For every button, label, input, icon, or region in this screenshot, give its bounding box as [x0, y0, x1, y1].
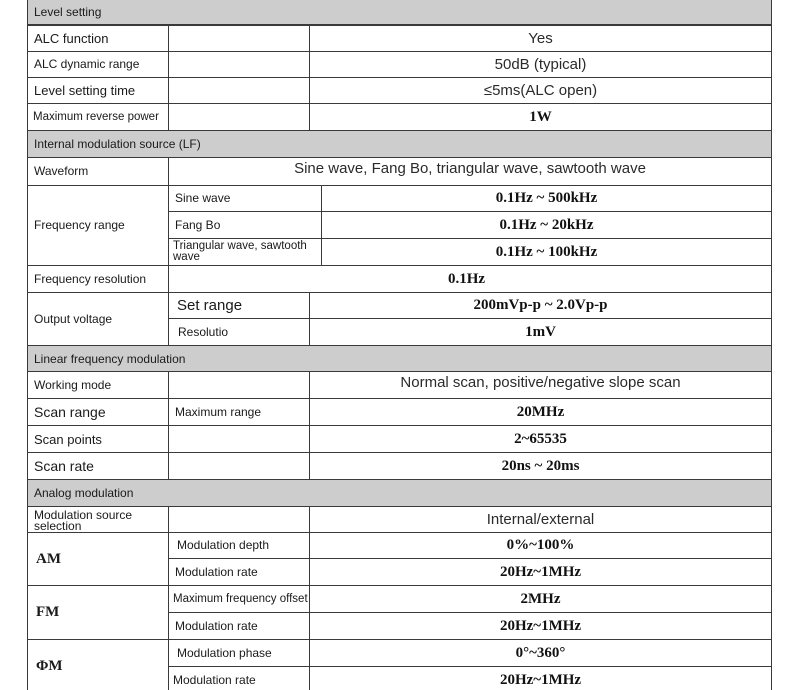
- value-sine-wave: 0.1Hz ~ 500kHz: [321, 185, 772, 212]
- section-title: Analog modulation: [34, 486, 134, 500]
- value-fang-bo: 0.1Hz ~ 20kHz: [321, 211, 772, 239]
- sub-sine-wave: Sine wave: [168, 185, 322, 212]
- sub-pm-rate: Modulation rate: [168, 666, 310, 690]
- label-frequency-resolution: Frequency resolution: [27, 265, 169, 293]
- row-waveform: [27, 157, 772, 186]
- section-title: Level setting: [34, 5, 102, 19]
- value-level-setting-time: ≤5ms(ALC open): [309, 77, 772, 104]
- spec-table: [27, 0, 772, 690]
- label-frequency-range: Frequency range: [27, 185, 169, 266]
- row-level-setting-time: [27, 77, 772, 104]
- value-resolution: 1mV: [309, 318, 772, 346]
- label-output-voltage: Output voltage: [27, 292, 169, 346]
- empty-cell: [168, 506, 310, 533]
- value-frequency-resolution: 0.1Hz: [168, 265, 772, 293]
- empty-cell: [168, 77, 310, 104]
- empty-cell: [168, 25, 310, 52]
- empty-cell: [168, 51, 310, 78]
- value-scan-range: 20MHz: [309, 398, 772, 426]
- label-am: AM: [27, 532, 169, 586]
- row-fm: [27, 585, 772, 640]
- value-set-range: 200mVp-p ~ 2.0Vp-p: [309, 292, 772, 319]
- row-frequency-resolution: [27, 265, 772, 293]
- value-max-reverse-power: 1W: [309, 103, 772, 131]
- value-alc-function: Yes: [309, 25, 772, 52]
- row-max-reverse-power: [27, 103, 772, 131]
- label-pm: ΦM: [27, 639, 169, 690]
- sub-pm-phase: Modulation phase: [168, 639, 310, 667]
- value-am-depth: 0%~100%: [309, 532, 772, 559]
- sub-fang-bo: Fang Bo: [168, 211, 322, 239]
- row-source-selection: [27, 506, 772, 533]
- label-alc-function: ALC function: [27, 25, 169, 52]
- value-scan-points: 2~65535: [309, 425, 772, 453]
- value-fm-rate: 20Hz~1MHz: [309, 612, 772, 640]
- row-scan-rate: [27, 452, 772, 480]
- value-triangular-sawtooth: 0.1Hz ~ 100kHz: [321, 238, 772, 266]
- sub-fm-rate: Modulation rate: [168, 612, 310, 640]
- section-title: Internal modulation source (LF): [34, 137, 201, 151]
- sub-set-range: Set range: [168, 292, 310, 319]
- sub-maximum-range: Maximum range: [168, 398, 310, 426]
- empty-cell: [168, 452, 310, 480]
- section-linear-fm: [27, 345, 772, 372]
- value-waveform: Sine wave, Fang Bo, triangular wave, sawtooth wave: [168, 157, 772, 186]
- row-working-mode: [27, 371, 772, 399]
- value-alc-dynamic-range: 50dB (typical): [309, 51, 772, 78]
- value-working-mode: Normal scan, positive/negative slope scan: [309, 371, 772, 399]
- value-pm-rate: 20Hz~1MHz: [309, 666, 772, 690]
- row-am: [27, 532, 772, 586]
- label-scan-points: Scan points: [27, 425, 169, 453]
- value-pm-phase: 0°~360°: [309, 639, 772, 667]
- value-am-rate: 20Hz~1MHz: [309, 558, 772, 586]
- row-scan-points: [27, 425, 772, 453]
- sub-resolution: Resolutio: [168, 318, 310, 346]
- label-scan-range: Scan range: [27, 398, 169, 426]
- label-source-selection: Modulation source selection: [27, 506, 169, 533]
- row-alc-dynamic-range: [27, 51, 772, 78]
- sub-am-rate: Modulation rate: [168, 558, 310, 586]
- row-frequency-range: [27, 185, 772, 266]
- sub-triangular-sawtooth: Triangular wave, sawtooth wave: [168, 238, 322, 266]
- empty-cell: [168, 371, 310, 399]
- sub-fm-offset: Maximum frequency offset: [168, 585, 310, 613]
- row-pm: [27, 639, 772, 690]
- label-fm: FM: [27, 585, 169, 640]
- label-working-mode: Working mode: [27, 371, 169, 399]
- section-analog-modulation: [27, 479, 772, 507]
- section-title: Linear frequency modulation: [34, 351, 186, 366]
- section-level-setting: [27, 0, 772, 25]
- row-scan-range: [27, 398, 772, 426]
- label-scan-rate: Scan rate: [27, 452, 169, 480]
- section-internal-modulation: [27, 130, 772, 158]
- label-waveform: Waveform: [27, 157, 169, 186]
- empty-cell: [168, 103, 310, 131]
- label-level-setting-time: Level setting time: [27, 77, 169, 104]
- row-output-voltage: [27, 292, 772, 346]
- label-max-reverse-power: Maximum reverse power: [27, 103, 169, 131]
- row-alc-function: [27, 25, 772, 52]
- value-source-selection: Internal/external: [309, 506, 772, 533]
- value-fm-offset: 2MHz: [309, 585, 772, 613]
- empty-cell: [168, 425, 310, 453]
- sub-am-depth: Modulation depth: [168, 532, 310, 559]
- label-alc-dynamic-range: ALC dynamic range: [27, 51, 169, 78]
- value-scan-rate: 20ns ~ 20ms: [309, 452, 772, 480]
